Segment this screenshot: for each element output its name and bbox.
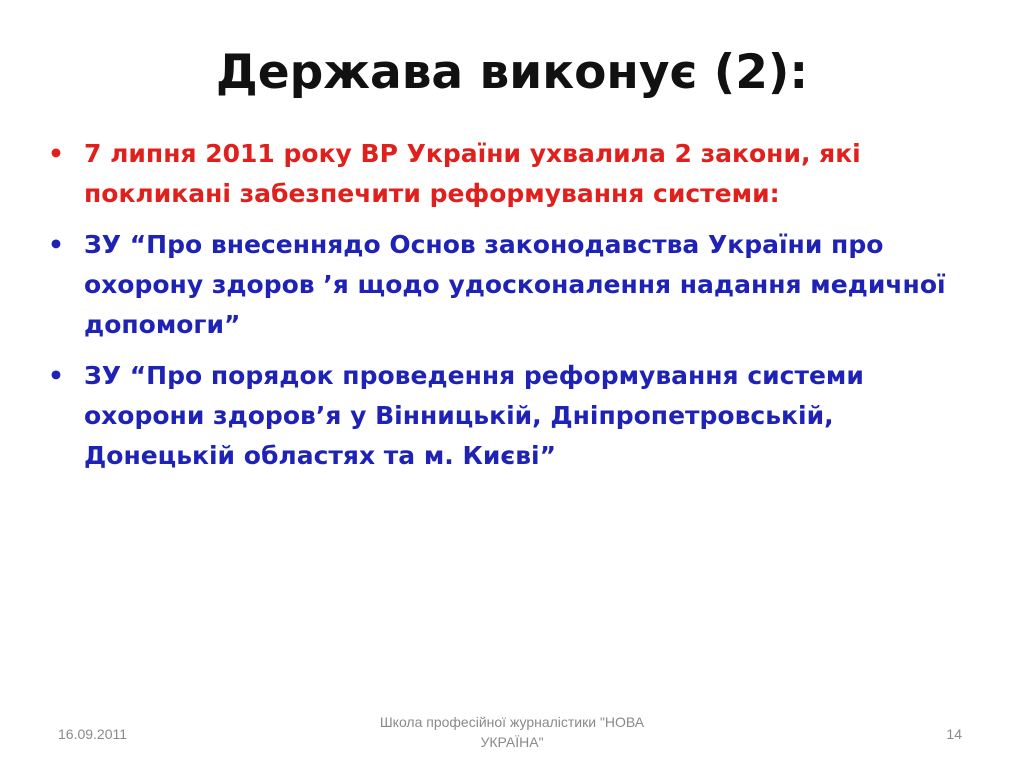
bullet-list bbox=[46, 134, 986, 487]
bullet-text: ЗУ “Про внесеннядо Основ законодавства України про охорону здоров ’я щодо удосконалення надання медичної допомоги” bbox=[84, 230, 946, 339]
footer-date: 16.09.2011 bbox=[58, 726, 128, 742]
bullet-item-law-medical-care bbox=[46, 225, 986, 345]
bullet-icon: • bbox=[48, 139, 64, 168]
bullet-text: 7 липня 2011 року ВР України ухвалила 2 закони, які покликані забезпечити реформування системи: bbox=[84, 139, 861, 208]
footer-page-number: 14 bbox=[946, 726, 962, 742]
bullet-item-law-adoption bbox=[46, 134, 986, 214]
bullet-item-law-reform-regions bbox=[46, 356, 986, 476]
bullet-text: ЗУ “Про порядок проведення реформування системи охорони здоров’я у Вінницькій, Дніпропетровській, Донецькій областях та м. Києві” bbox=[84, 361, 864, 470]
bullet-icon: • bbox=[48, 230, 64, 259]
slide-title: Держава виконує (2): bbox=[215, 45, 809, 100]
bullet-icon: • bbox=[48, 361, 64, 390]
footer-organization: Школа професійної журналістики "НОВА УКРАЇНА" bbox=[379, 714, 645, 750]
